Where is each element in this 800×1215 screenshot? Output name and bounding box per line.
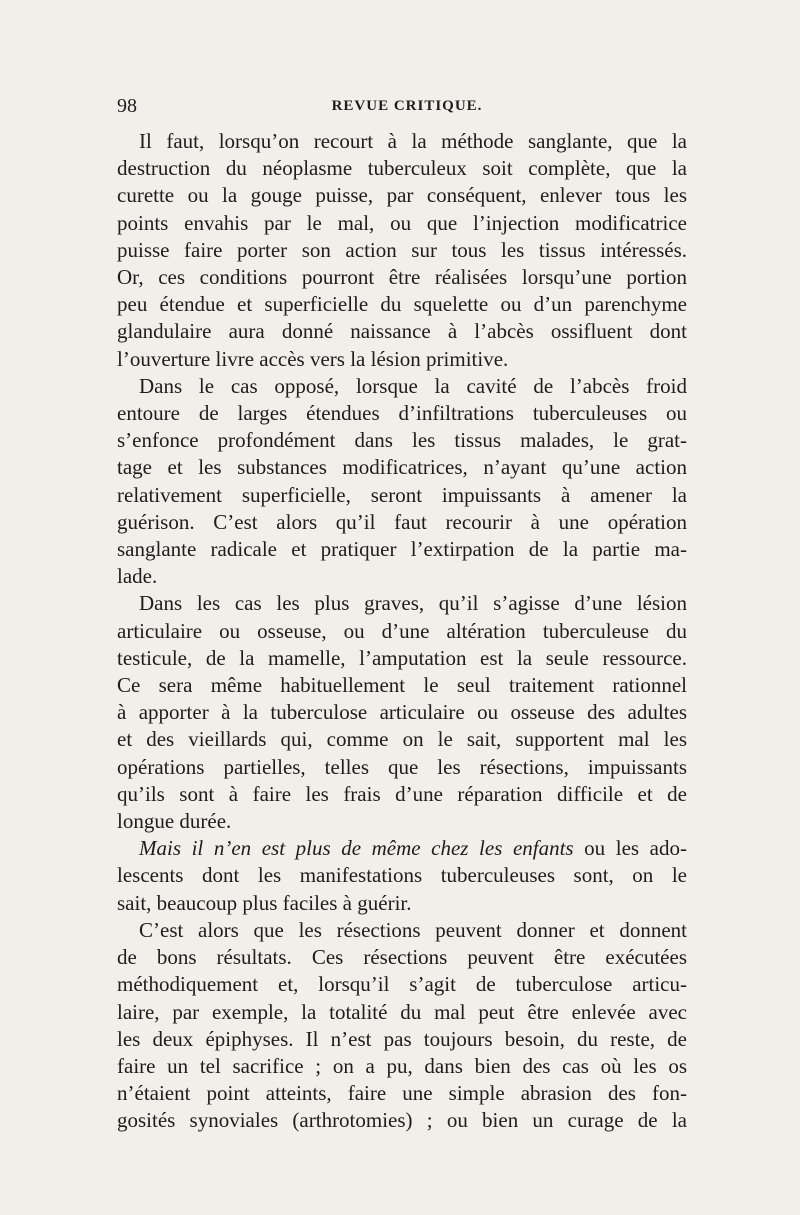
text-line: laire, par exemple, la totalité du mal peut être enlevée avec: [117, 999, 687, 1024]
text-line: entoure de larges étendues d’infiltrations tuberculeuses ou: [117, 401, 687, 426]
text-line: longue durée.: [117, 809, 232, 834]
body-text: [117, 128, 687, 1135]
text-line: s’enfonce profondément dans les tissus malades, le grat-: [117, 428, 687, 453]
text-line: destruction du néoplasme tuberculeux soit complète, que la: [117, 156, 687, 181]
text-line: Il faut, lorsqu’on recourt à la méthode sanglante, que la: [139, 129, 687, 153]
text-line: glandulaire aura donné naissance à l’abcès ossifluent dont: [117, 319, 687, 344]
text-line: Dans le cas opposé, lorsque la cavité de l’abcès froid: [139, 373, 687, 398]
text-line: articulaire ou osseuse, ou d’une altération tuberculeuse du: [117, 618, 687, 643]
text-line: lescents dont les manifestations tuberculeuses sont, on le: [117, 863, 687, 888]
paragraph: [117, 835, 687, 917]
text-line: n’étaient point atteints, faire une simple abrasion des fon-: [117, 1081, 687, 1106]
text-line: les deux épiphyses. Il n’est pas toujours besoin, du reste, de: [117, 1026, 687, 1051]
paragraph: [117, 373, 687, 591]
text-line: méthodiquement et, lorsqu’il s’agit de tuberculose articu-: [117, 972, 687, 997]
text-line: testicule, de la mamelle, l’amputation est la seule ressource.: [117, 645, 687, 670]
paragraph: [117, 590, 687, 835]
text-line: opérations partielles, telles que les résections, impuissants: [117, 754, 687, 779]
text-line: qu’ils sont à faire les frais d’une réparation difficile et de: [117, 781, 687, 806]
page-header: [117, 95, 697, 121]
running-head: REVUE CRITIQUE.: [331, 98, 483, 114]
text-line: Dans les cas les plus graves, qu’il s’agisse d’une lésion: [139, 591, 687, 616]
text-line: l’ouverture livre accès vers la lésion primitive.: [117, 346, 509, 371]
text-line: relativement superficielle, seront impuissants à amener la: [117, 482, 687, 507]
text-line: Or, ces conditions pourront être réalisées lorsqu’une portion: [117, 265, 687, 290]
text-line: lade.: [117, 564, 158, 589]
text-line: et des vieillards qui, comme on le sait, supportent mal les: [117, 727, 687, 752]
paragraph: [117, 128, 687, 373]
text-line: C’est alors que les résections peuvent donner et donnent: [139, 917, 687, 942]
text-line: de bons résultats. Ces résections peuvent être exécutées: [117, 945, 687, 970]
text-line: curette ou la gouge puisse, par conséquent, enlever tous les: [117, 183, 687, 208]
text-line: gosités synoviales (arthrotomies) ; ou bien un curage de la: [117, 1108, 687, 1133]
text-line: [117, 835, 687, 862]
text-fragment: ou les ado-: [573, 836, 687, 861]
paragraph: [117, 917, 687, 1135]
text-line: à apporter à la tuberculose articulaire ou osseuse des adultes: [117, 700, 687, 725]
page-number: 98: [117, 95, 137, 117]
text-line: puisse faire porter son action sur tous les tissus intéressés.: [117, 237, 687, 262]
italic-emphasis: Mais il n’en est plus de même chez les enfants: [139, 836, 574, 861]
text-line: sanglante radicale et pratiquer l’extirpation de la partie ma-: [117, 537, 687, 562]
text-line: Ce sera même habituellement le seul traitement rationnel: [117, 673, 687, 698]
text-line: tage et les substances modificatrices, n’ayant qu’une action: [117, 455, 687, 480]
text-line: points envahis par le mal, ou que l’injection modificatrice: [117, 210, 687, 235]
text-line: guérison. C’est alors qu’il faut recourir à une opération: [117, 509, 687, 534]
text-line: peu étendue et superficielle du squelette ou d’un parenchyme: [117, 292, 687, 317]
text-line: faire un tel sacrifice ; on a pu, dans bien des cas où les os: [117, 1053, 687, 1078]
text-line: sait, beaucoup plus faciles à guérir.: [117, 890, 412, 915]
